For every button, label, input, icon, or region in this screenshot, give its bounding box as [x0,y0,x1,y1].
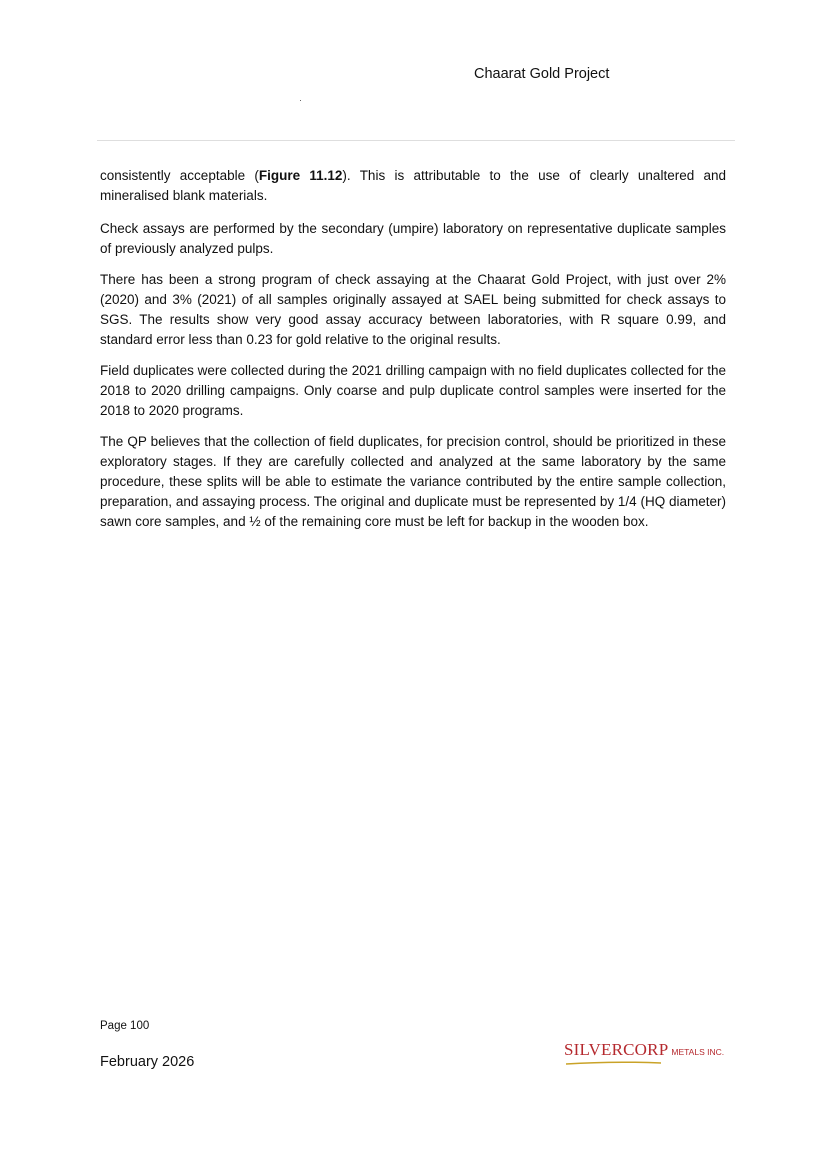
paragraph-5: The QP believes that the collection of field duplicates, for precision control, should be prioritized in these exploratory stages. If they are carefully collected and analyzed at the same laboratory by the same procedure, these splits will be able to estimate the variance contributed by the entire sample collection, preparation, and assaying process. The original and duplicate must be represented by 1/4 (HQ diameter) sawn core samples, and ½ of the remaining core must be left for backup in the wooden box. [100,434,726,529]
paragraph-3: There has been a strong program of check assaying at the Chaarat Gold Project, with just over 2% (2020) and 3% (2021) of all samples originally assayed at SAEL being submitted for check assays to SGS. The results show very good assay accuracy between laboratories, with R square 0.99, and standard error less than 0.23 for gold relative to the original results. [100,272,726,347]
paragraph-2: Check assays are performed by the secondary (umpire) laboratory on representative duplicate samples of previously analyzed pulps. [100,221,726,256]
document-date: February 2026 [100,1054,195,1070]
document-body [100,166,726,543]
paragraph-4: Field duplicates were collected during the 2021 drilling campaign with no field duplicates collected for the 2018 to 2020 drilling campaigns. Only coarse and pulp duplicate control samples were inserted for the 2018 to 2020 programs. [100,363,726,418]
paragraph-1-start: consistently acceptable ( [100,168,259,183]
paragraph-1 [100,166,726,206]
logo-subtext: METALS INC. [671,1047,725,1057]
paragraph-1-end: ). This is attributable to the use of clearly unaltered and mineralised blank materials. [100,168,727,203]
document-header-title: Chaarat Gold Project [474,66,610,82]
figure-reference: Figure 11.12 [258,168,343,183]
page-number: Page 100 [100,1020,150,1032]
logo-wordmark: SILVERCORP [564,1040,669,1059]
header-mark [300,100,301,101]
silvercorp-logo [564,1040,724,1068]
logo-swoosh-icon [566,1061,661,1065]
header-divider [97,140,735,141]
